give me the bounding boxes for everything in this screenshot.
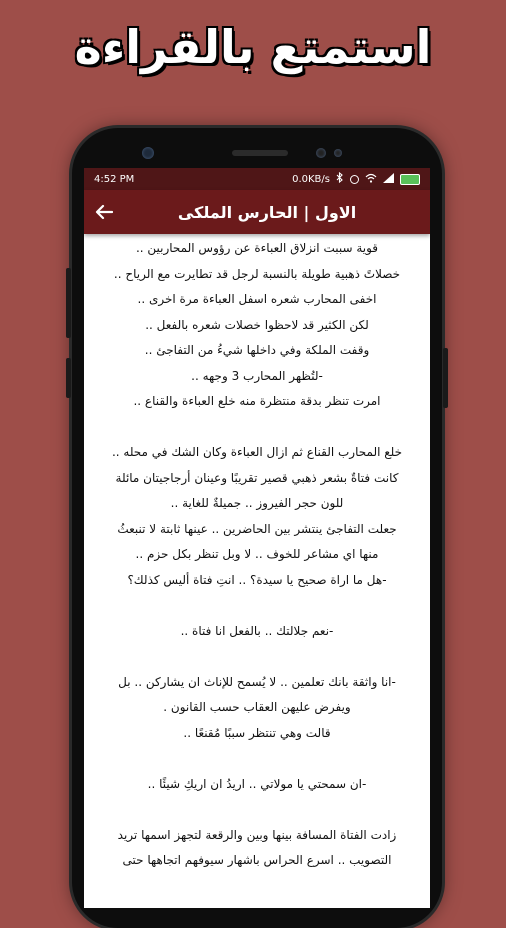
volume-button — [66, 268, 71, 338]
front-camera — [142, 147, 154, 159]
app-bar — [84, 190, 430, 234]
story-line — [98, 415, 416, 441]
wifi-icon — [365, 173, 377, 186]
story-line — [98, 797, 416, 823]
status-bar — [84, 168, 430, 190]
story-line — [98, 644, 416, 670]
bluetooth-icon — [336, 172, 344, 186]
back-button[interactable] — [92, 200, 116, 224]
side-button — [66, 358, 71, 398]
story-line: خلع المحارب القناع ثم ازال العباءة وكان الشك في محله .. — [111, 445, 403, 459]
earpiece — [232, 150, 288, 156]
story-line: قوية سببت انزلاق العباءة عن رؤوس المحاربين .. — [135, 241, 379, 255]
story-line: قالت وهي تنتظر سببًا مُقنعًا .. — [183, 725, 331, 740]
arrow-left-icon — [95, 204, 113, 220]
status-time: 4:52 PM — [94, 173, 135, 185]
story-line: -نعم جلالتك .. بالفعل انا فتاة .. — [180, 623, 334, 638]
network-speed: 0.0KB/s — [292, 173, 330, 185]
story-line: للون حجر الفيروز .. جميلةٌ للغاية .. — [170, 496, 344, 510]
phone-frame — [72, 128, 442, 928]
story-line: -هل ما اراة صحيح يا سيدة؟ .. انتِ فتاة أليس كذلك؟ — [127, 572, 387, 587]
sensor — [334, 149, 342, 157]
story-line — [98, 746, 416, 772]
story-line: اخفى المحارب شعره اسفل العباءة مرة اخرى .. — [137, 292, 377, 306]
sensor — [316, 148, 326, 158]
story-line: خصلاتً ذهبية طويلة بالنسبة لرجل قد تطايرت مع الرياح .. — [113, 266, 401, 281]
story-line: امرت تنظر بدقة منتظرة منه خلع العباءة والقناع .. — [133, 394, 381, 408]
story-line: -ان سمحتي يا مولاتي .. اريدُ ان اريكِ شيئًا .. — [147, 776, 367, 791]
power-button — [443, 348, 448, 408]
alarm-icon — [350, 175, 359, 184]
story-line: وقفت الملكة وفي داخلها شيءُ من التفاجئ .. — [144, 343, 370, 357]
promo-title: استمتع بالقراءة — [74, 20, 432, 74]
story-line: كانت فتاةٌ بشعر ذهبي قصير تقريبًا وعينان أرجاجيتان مائلة — [115, 470, 399, 485]
story-line: لكن الكثير قد لاحظوا خصلات شعره بالفعل .. — [145, 317, 369, 332]
story-line: التصويب .. اسرع الحراس باشهار سيوفهم اتجاهها حتى — [122, 853, 392, 867]
phone-screen — [84, 168, 430, 908]
story-line — [98, 593, 416, 619]
story-line: زادت الفتاة المسافة بينها وبين والرقعة لتجهز اسمها تريد — [117, 827, 397, 842]
story-line: جعلت التفاجئ ينتشر بين الحاضرين .. عينها ثابتة لا تنبعثُ — [117, 521, 397, 536]
story-line: -لتُظهر المحارب 3 وجهه .. — [191, 368, 323, 383]
battery-icon — [400, 174, 420, 185]
story-text[interactable] — [84, 234, 430, 874]
story-line: ويفرض عليهن العقاب حسب القانون . — [163, 700, 351, 714]
story-line: -انا واثقة بانك تعلمين .. لا يُسمح للإناث ان يشاركن .. بل — [118, 674, 396, 689]
story-line: منها اي مشاعر للخوف .. لا وبل تنظر بكل حزم .. — [135, 547, 379, 561]
signal-icon — [383, 173, 394, 186]
chapter-title: الاول | الحارس الملكى — [177, 202, 357, 222]
